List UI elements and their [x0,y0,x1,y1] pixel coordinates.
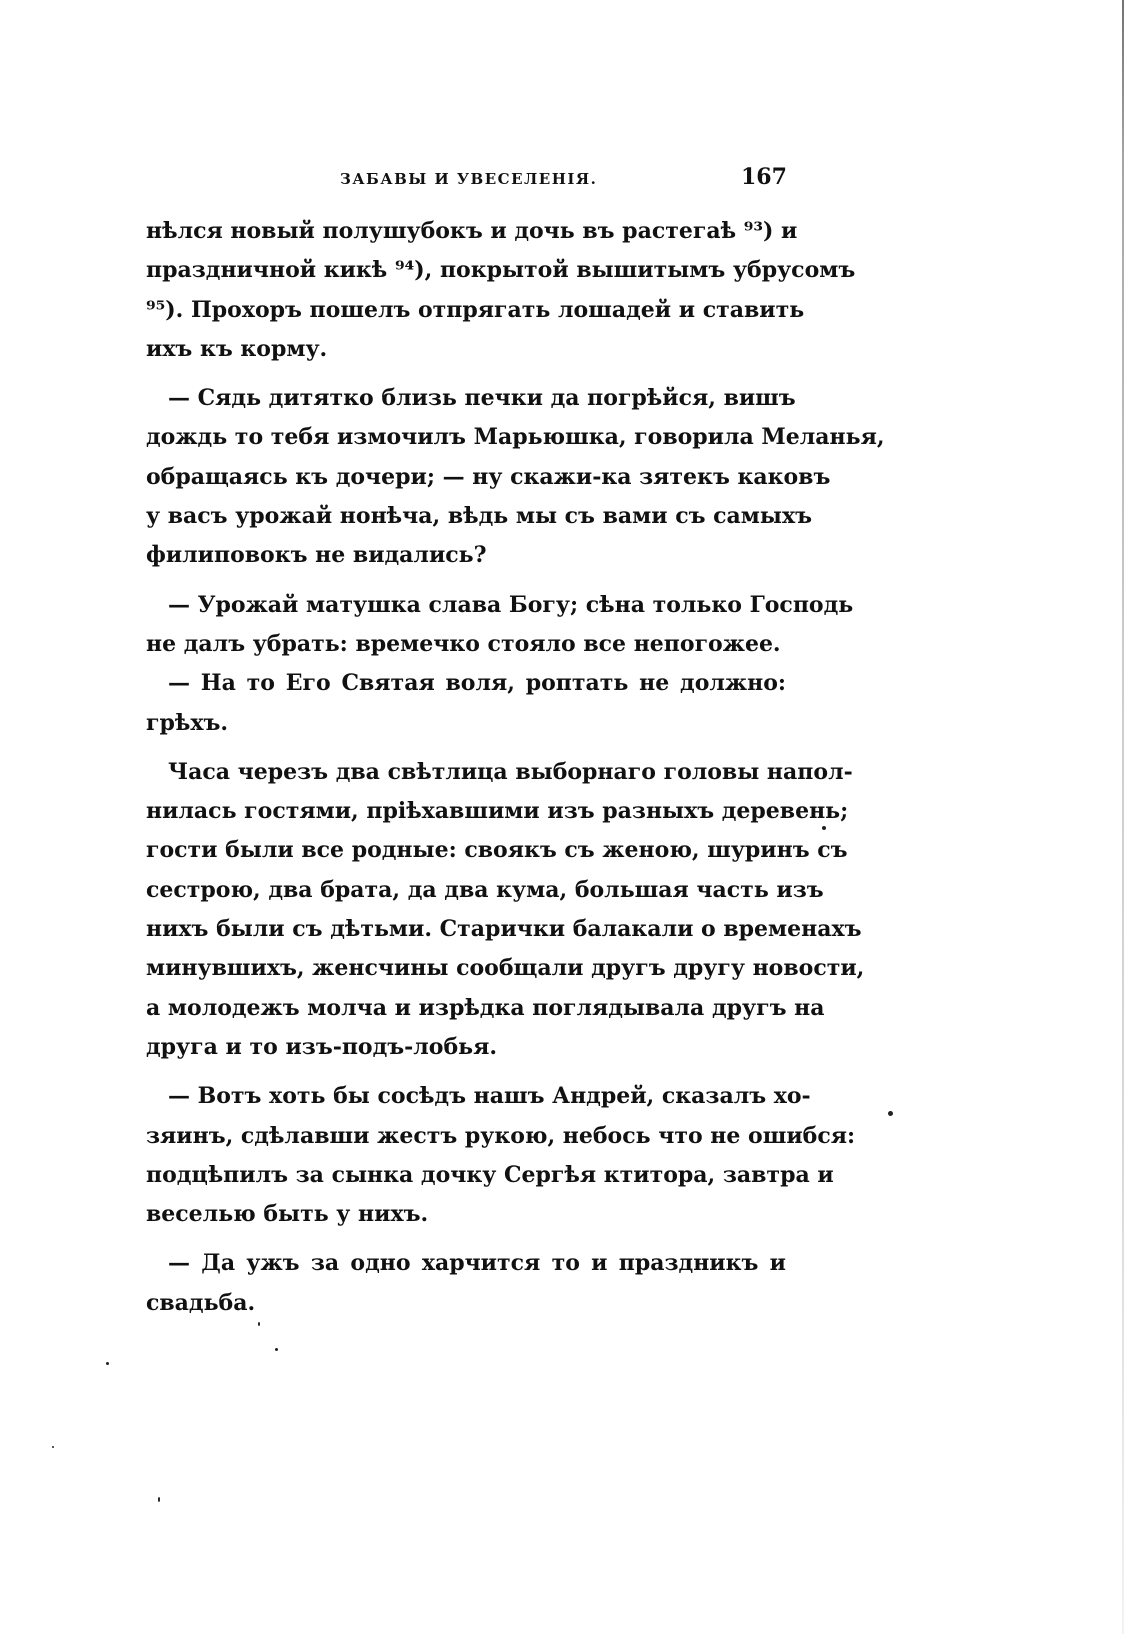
scan-speck [822,826,826,830]
text-line: праздничной кикѣ ⁹⁴), покрытой вышитымъ убрусомъ [146,257,856,284]
text-line: дождь то тебя измочилъ Марьюшка, говорила Меланья, [146,424,885,451]
text-line: подцѣпилъ за сынка дочку Сергѣя ктитора, завтра и [146,1161,834,1188]
text-line: веселью быть у нихъ. [146,1201,429,1228]
running-head: ЗАБАВЫ И УВЕСЕЛЕНІЯ. [340,170,598,188]
text-line: ихъ къ корму. [146,335,328,362]
paragraph-1 [146,212,856,369]
text-line: нѣлся новый полушубокъ и дочь въ растегаѣ ⁹³) и [146,218,798,244]
text-line: — Сядь дитятко близь печки да погрѣйся, вишъ [168,385,796,412]
text-line: обращаясь къ дочери; — ну скажи-ка зятекъ каковъ [146,463,831,490]
text-line: гости были все родные: своякъ съ женою, шуринъ съ [146,837,848,864]
text-line: — Да ужъ за одно харчится то и праздникъ и [168,1250,786,1277]
paragraph-4 [146,664,786,743]
scan-speck [888,1111,893,1116]
scan-speck [52,1446,54,1448]
scan-speck [158,1497,160,1502]
paragraph-2 [146,379,885,575]
page-number: 167 [741,164,787,190]
scan-speck [106,1362,109,1365]
paragraph-5 [146,753,865,1067]
paragraph-6 [146,1077,856,1234]
text-line: минувшихъ, женсчины сообщали другъ другу новости, [146,955,865,982]
scan-speck [258,1322,260,1326]
text-line: нилась гостями, пріѣхавшими изъ разныхъ деревень; [146,798,849,825]
text-line: — Вотъ хоть бы сосѣдъ нашъ Андрей, сказалъ хо- [168,1083,811,1110]
paragraph-7 [146,1244,786,1323]
paragraph-3 [146,586,854,665]
text-line: свадьба. [146,1289,256,1316]
text-line: а молодежъ молча и изрѣдка поглядывала другъ на [146,994,825,1021]
text-line: — На то Его Святая воля, роптать не должно: [168,670,786,697]
text-line: зяинъ, сдѣлавши жестъ рукою, небось что не ошибся: [146,1122,856,1149]
text-line: грѣхъ. [146,709,228,736]
scan-speck [275,1348,278,1351]
body-text [146,212,885,1323]
text-line: — Урожай матушка слава Богу; сѣна только Господь [168,591,854,618]
text-line: нихъ были съ дѣтьми. Старички балакали о временахъ [146,916,862,943]
text-line: не далъ убрать: времечко стояло все непогожее. [146,630,781,657]
text-line: друга и то изъ-подъ-лобья. [146,1033,497,1060]
text-line: филиповокъ не видались? [146,542,487,569]
text-line: ⁹⁵). Прохоръ пошелъ отпрягать лошадей и ставить [146,296,805,323]
text-line: у васъ урожай нонѣча, вѣдь мы съ вами съ самыхъ [146,503,812,530]
text-line: Часа черезъ два свѣтлица выборнаго головы напол- [168,758,853,785]
page-edge-line [1122,0,1124,1634]
text-line: сестрою, два брата, да два кума, большая часть изъ [146,876,824,903]
